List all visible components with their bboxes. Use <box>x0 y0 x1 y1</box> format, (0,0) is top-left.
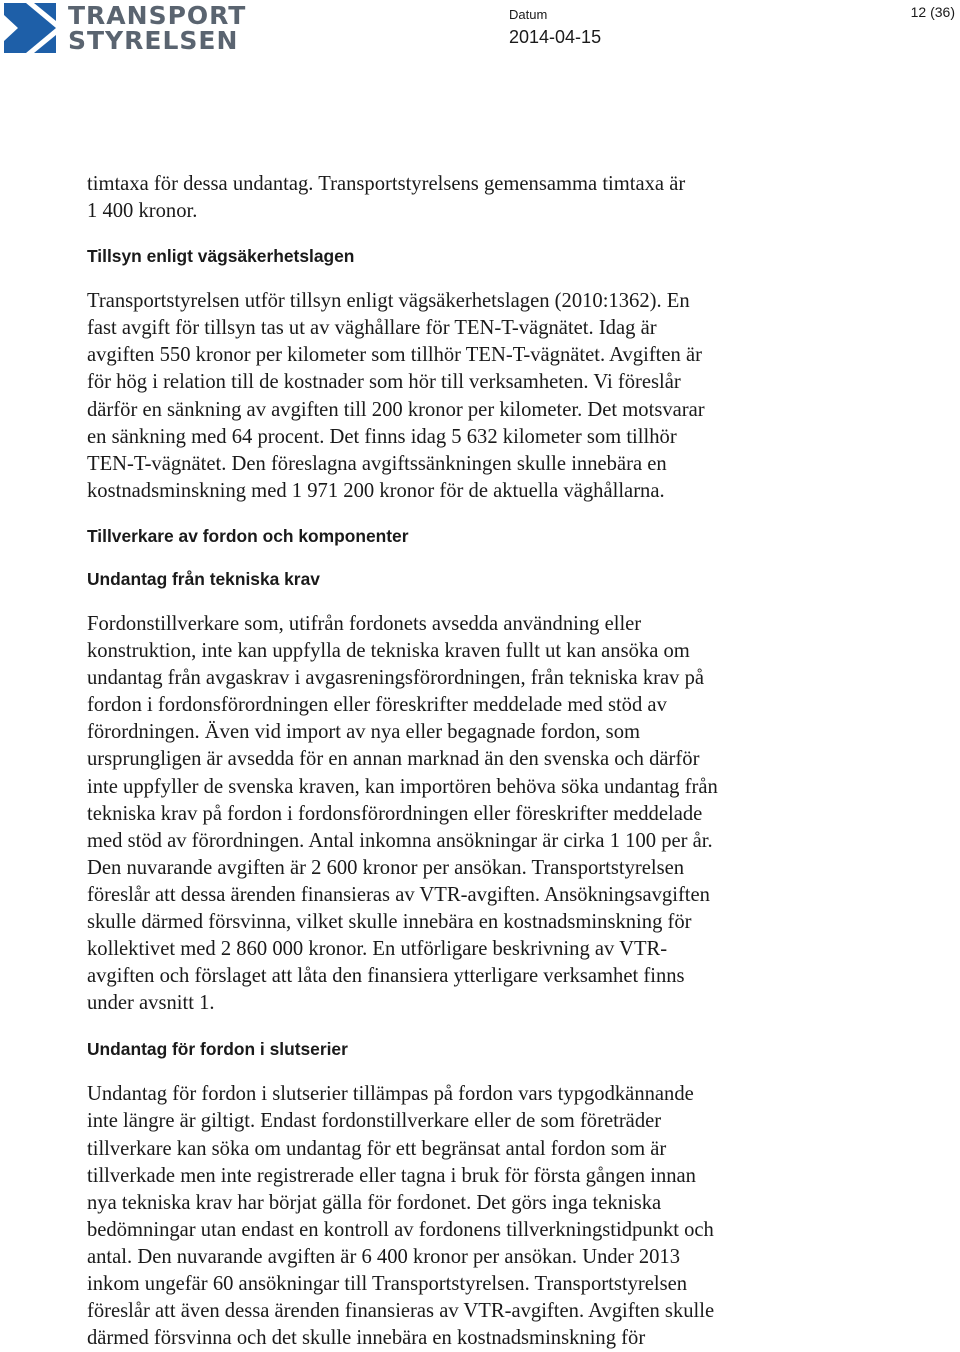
section-heading-tillsyn: Tillsyn enligt vägsäkerhetslagen <box>87 246 355 267</box>
text-line: kollektivet med 2 860 000 kronor. En utförligare beskrivning av VTR- <box>87 938 668 961</box>
text-line: därför en sänkning av avgiften till 200 kronor per kilometer. Det motsvarar <box>87 398 705 421</box>
text-line: konstruktion, inte kan uppfylla de tekniska kraven fullt ut kan ansöka om <box>87 640 690 663</box>
text-line: föreslår att även dessa ärenden finansieras av VTR-avgiften. Avgiften skulle <box>87 1300 715 1323</box>
text-line: inkom ungefär 60 ansökningar till Transportstyrelsen. Transportstyrelsen <box>87 1273 688 1295</box>
text-line: avgiften 550 kronor per kilometer som tillhör TEN-T-vägnätet. Avgiften är <box>87 344 702 367</box>
slutserier-paragraph <box>87 1081 827 1352</box>
text-line: Den nuvarande avgiften är 2 600 kronor per ansökan. Transportstyrelsen <box>87 856 685 879</box>
text-line: antal. Den nuvarande avgiften är 6 400 kronor per ansökan. Under 2013 <box>87 1245 681 1268</box>
text-line: förordningen. Även vid import av nya eller begagnade fordon, som <box>87 721 641 744</box>
text-line: nya tekniska krav har börjat gälla för fordonet. Det görs inga tekniska <box>87 1191 662 1214</box>
text-line: avgiften och förslaget att låta den finansiera ytterligare verksamhet finns <box>87 965 685 988</box>
intro-paragraph <box>87 171 827 225</box>
date-block <box>509 7 601 49</box>
text-line: fast avgift för tillsyn tas ut av väghållare för TEN-T-vägnätet. Idag är <box>87 317 657 340</box>
text-line: undantag från avgaskrav i avgasreningsförordningen, från tekniska krav på <box>87 667 705 690</box>
text-line: timtaxa för dessa undantag. Transportstyrelsens gemensamma timtaxa är <box>87 173 686 195</box>
text-line: en sänkning med 64 procent. Det finns idag 5 632 kilometer som tillhör <box>87 425 677 448</box>
tillsyn-paragraph <box>87 288 827 505</box>
page-number: 12 (36) <box>910 4 955 20</box>
text-line: Fordonstillverkare som, utifrån fordonets avsedda användning eller <box>87 612 642 635</box>
section-heading-tillverkare: Tillverkare av fordon och komponenter <box>87 525 409 546</box>
tekniska-krav-paragraph <box>87 611 827 1017</box>
text-line: för hög i relation till de kostnader som hör till verksamheten. Vi föreslår <box>87 371 681 394</box>
logo-mark-icon <box>4 3 56 53</box>
text-line: tekniska krav på fordon i fordonsförordningen eller föreskrifter meddelade <box>87 802 703 825</box>
text-line: 1 400 kronor. <box>87 200 198 223</box>
text-line: inte längre är giltigt. Endast fordonstillverkare eller de som företräder <box>87 1110 662 1133</box>
transportstyrelsen-logo <box>4 3 246 53</box>
text-line: föreslår att dessa ärenden finansieras av VTR-avgiften. Ansökningsavgiften <box>87 883 710 906</box>
text-line: tillverkare kan söka om undantag för ett begränsat antal fordon som är <box>87 1137 667 1160</box>
subheading-tekniska-krav: Undantag från tekniska krav <box>87 568 320 589</box>
text-line: Undantag för fordon i slutserier tillämpas på fordon vars typgodkännande <box>87 1083 694 1106</box>
document-body <box>87 171 827 1352</box>
text-line: fordon i fordonsförordningen eller föreskrifter meddelade med stöd av <box>87 694 667 717</box>
text-line: ursprungligen är avsedda för en annan marknad än den svenska och därför <box>87 748 700 771</box>
text-line: med stöd av förordningen. Antal inkomna ansökningar är cirka 1 100 per år. <box>87 829 713 852</box>
text-line: skulle därmed försvinna, vilket skulle innebära en kostnadsminskning för <box>87 910 692 933</box>
date-label: Datum <box>509 7 548 22</box>
logo-wordmark <box>68 3 246 53</box>
text-line: inte uppfyller de svenska kraven, kan importören behöva söka undantag från <box>87 775 718 798</box>
text-line: tillverkade men inte registrerade eller tagna i bruk för första gången innan <box>87 1164 696 1187</box>
text-line: bedömningar utan endast en kontroll av fordonens tillverkningstidpunkt och <box>87 1218 714 1241</box>
text-line: därmed försvinna och det skulle innebära en kostnadsminskning för <box>87 1327 646 1350</box>
logo-line-2: STYRELSEN <box>68 26 239 55</box>
logo-line-1: TRANSPORT <box>68 1 247 30</box>
text-line: under avsnitt 1. <box>87 992 215 1015</box>
text-line: Transportstyrelsen utför tillsyn enligt vägsäkerhetslagen (2010:1362). En <box>87 290 690 313</box>
text-line: kostnadsminskning med 1 971 200 kronor för de aktuella väghållarna. <box>87 479 665 502</box>
date-value: 2014-04-15 <box>509 27 602 47</box>
text-line: TEN-T-vägnätet. Den föreslagna avgiftssänkningen skulle innebära en <box>87 452 667 475</box>
subheading-slutserier: Undantag för fordon i slutserier <box>87 1039 348 1060</box>
